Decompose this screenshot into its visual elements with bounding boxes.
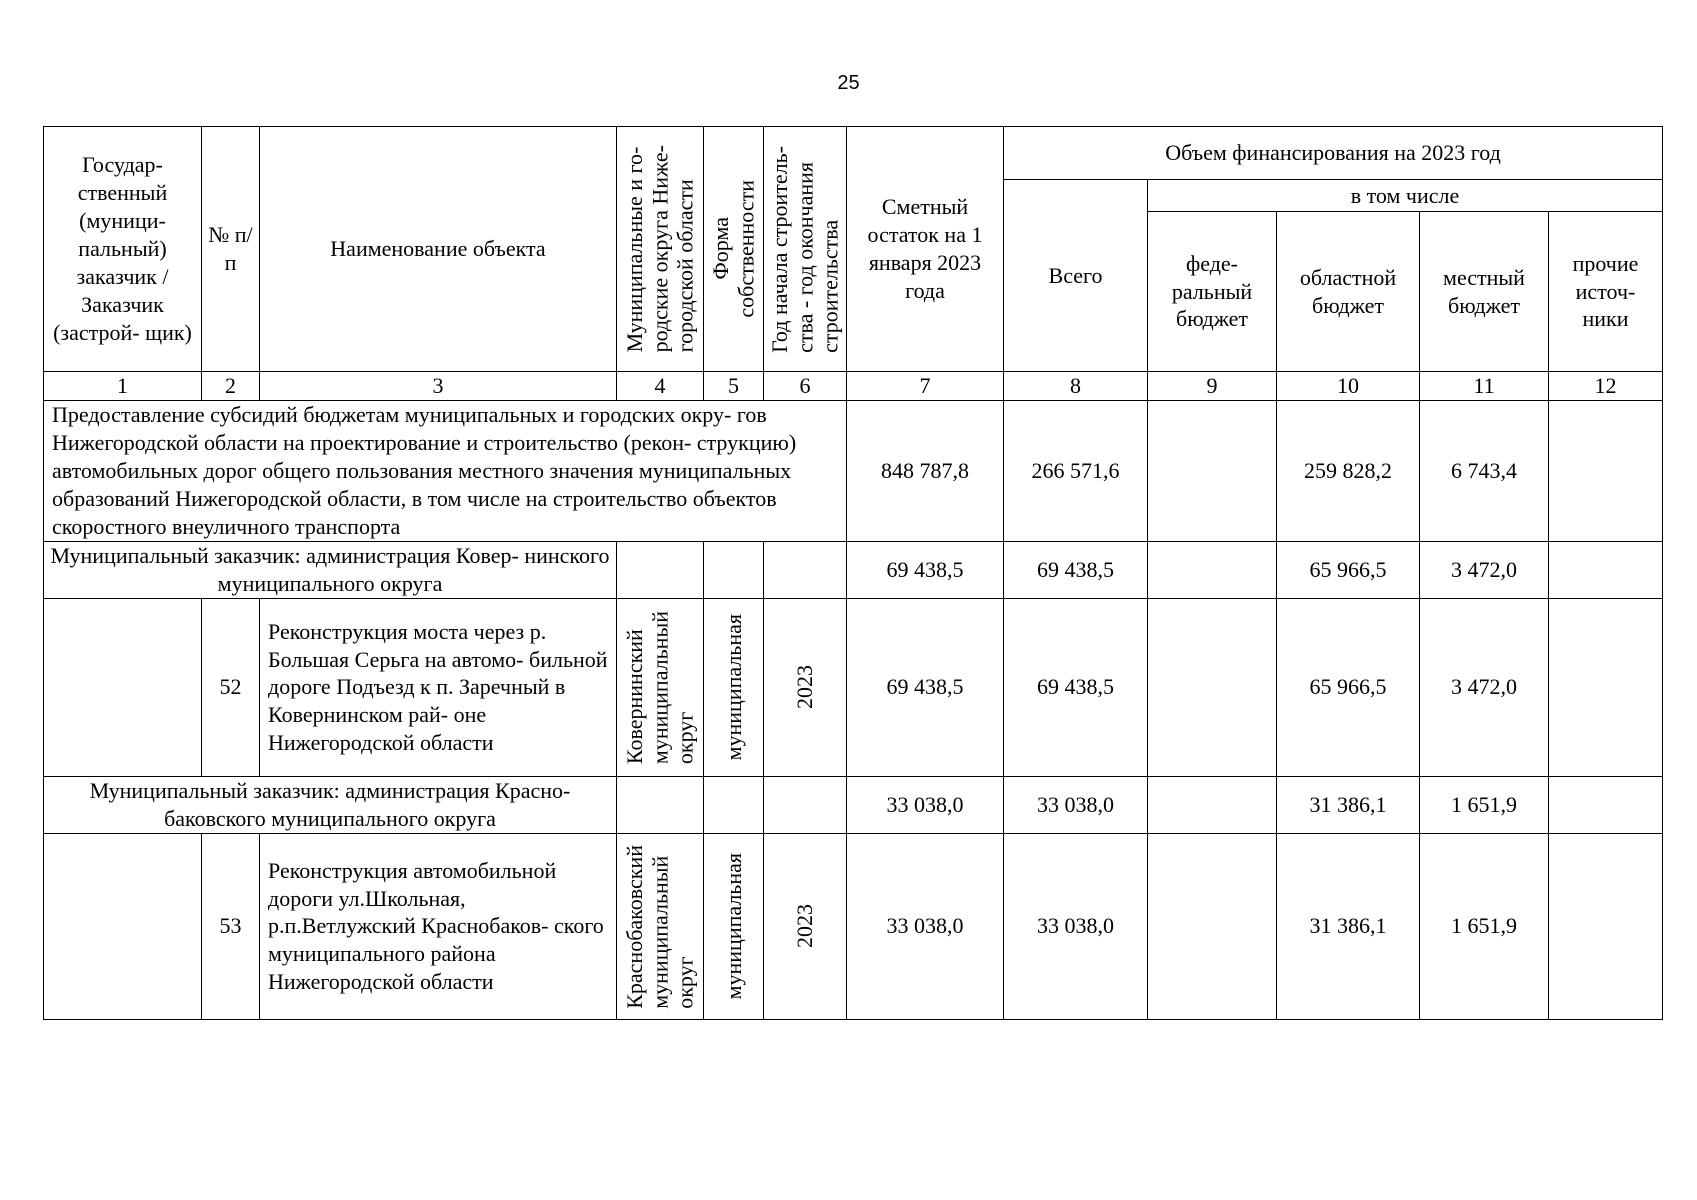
customer-other [1549,776,1663,833]
object-name: Реконструкция моста через р. Большая Серьга на автомо- бильной дороге Подъезд к п. Заречный в Ковернинском рай- оне Нижегородской области [260,598,617,776]
header-customer: Государ- ственный (муници- пальный) заказчик / Заказчик (застрой- щик) [44,127,202,372]
object-ownership: муниципальная [720,614,746,761]
object-municipality: Краснобаковский муниципальный округ [622,844,698,1009]
object-row [44,833,1663,1019]
object-row [44,598,1663,776]
column-numbers-row [44,372,1663,401]
object-regional: 65 966,5 [1277,598,1420,776]
customer-federal [1148,541,1277,598]
object-number: 52 [202,598,260,776]
customer-local: 1 651,9 [1420,776,1549,833]
column-number: 7 [847,372,1004,401]
object-local: 3 472,0 [1420,598,1549,776]
object-number: 53 [202,833,260,1019]
object-other [1549,833,1663,1019]
header-number: № п/п [202,127,260,372]
column-number: 5 [704,372,764,401]
header-municipality: Муниципальные и го- родские округа Ниже- городской области [622,145,698,353]
object-federal [1148,833,1277,1019]
customer-estimate: 69 438,5 [847,541,1004,598]
object-estimate: 69 438,5 [847,598,1004,776]
section-row [44,400,1663,541]
object-other [1549,598,1663,776]
column-number: 1 [44,372,202,401]
object-total: 69 438,5 [1004,598,1148,776]
header-regional: областной бюджет [1277,212,1420,372]
customer-row [44,541,1663,598]
customer-row [44,776,1663,833]
header-local: местный бюджет [1420,212,1549,372]
header-object-name: Наименование объекта [260,127,617,372]
header-estimate: Сметный остаток на 1 января 2023 года [847,127,1004,372]
header-ownership: Форма собственности [708,180,759,318]
section-regional: 259 828,2 [1277,400,1420,541]
customer-estimate: 33 038,0 [847,776,1004,833]
object-years: 2023 [792,665,818,710]
customer-other [1549,541,1663,598]
object-regional: 31 386,1 [1277,833,1420,1019]
customer-total: 69 438,5 [1004,541,1148,598]
column-number: 9 [1148,372,1277,401]
object-local: 1 651,9 [1420,833,1549,1019]
section-title: Предоставление субсидий бюджетам муниципальных и городских окру- гов Нижегородской области на проектирование и строительство (рекон- струкцию) автомобильных дорог общего пользования местного значения муниципальных образований Нижегородской области, в том числе на строительство объектов скоростного внеуличного транспорта [44,400,847,541]
object-ownership: муниципальная [720,853,746,1000]
column-number: 4 [617,372,704,401]
customer-regional: 65 966,5 [1277,541,1420,598]
object-total: 33 038,0 [1004,833,1148,1019]
column-number: 8 [1004,372,1148,401]
section-other [1549,400,1663,541]
object-name: Реконструкция автомобильной дороги ул.Школьная, р.п.Ветлужский Краснобаков- ского муниципального района Нижегородской области [260,833,617,1019]
customer-name: Муниципальный заказчик: администрация Ковер- нинского муниципального округа [44,541,617,598]
object-estimate: 33 038,0 [847,833,1004,1019]
object-years: 2023 [792,904,818,949]
customer-local: 3 472,0 [1420,541,1549,598]
customer-name: Муниципальный заказчик: администрация Красно- баковского муниципального округа [44,776,617,833]
financing-table [43,126,1663,1020]
header-other: прочие источ- ники [1549,212,1663,372]
header-including: в том числе [1148,180,1663,212]
column-number: 3 [260,372,617,401]
column-number: 2 [202,372,260,401]
section-federal [1148,400,1277,541]
customer-total: 33 038,0 [1004,776,1148,833]
header-total: Всего [1004,180,1148,372]
section-estimate: 848 787,8 [847,400,1004,541]
section-local: 6 743,4 [1420,400,1549,541]
column-number: 10 [1277,372,1420,401]
column-number: 12 [1549,372,1663,401]
customer-federal [1148,776,1277,833]
object-municipality: Ковернинский муниципальный округ [622,610,698,764]
section-total: 266 571,6 [1004,400,1148,541]
header-federal: феде- ральный бюджет [1148,212,1277,372]
column-number: 11 [1420,372,1549,401]
object-federal [1148,598,1277,776]
customer-regional: 31 386,1 [1277,776,1420,833]
header-years: Год начала строитель- ства - год окончания строительства [767,145,843,353]
header-funding: Объем финансирования на 2023 год [1004,127,1663,180]
column-number: 6 [764,372,847,401]
page-number: 25 [837,72,860,94]
